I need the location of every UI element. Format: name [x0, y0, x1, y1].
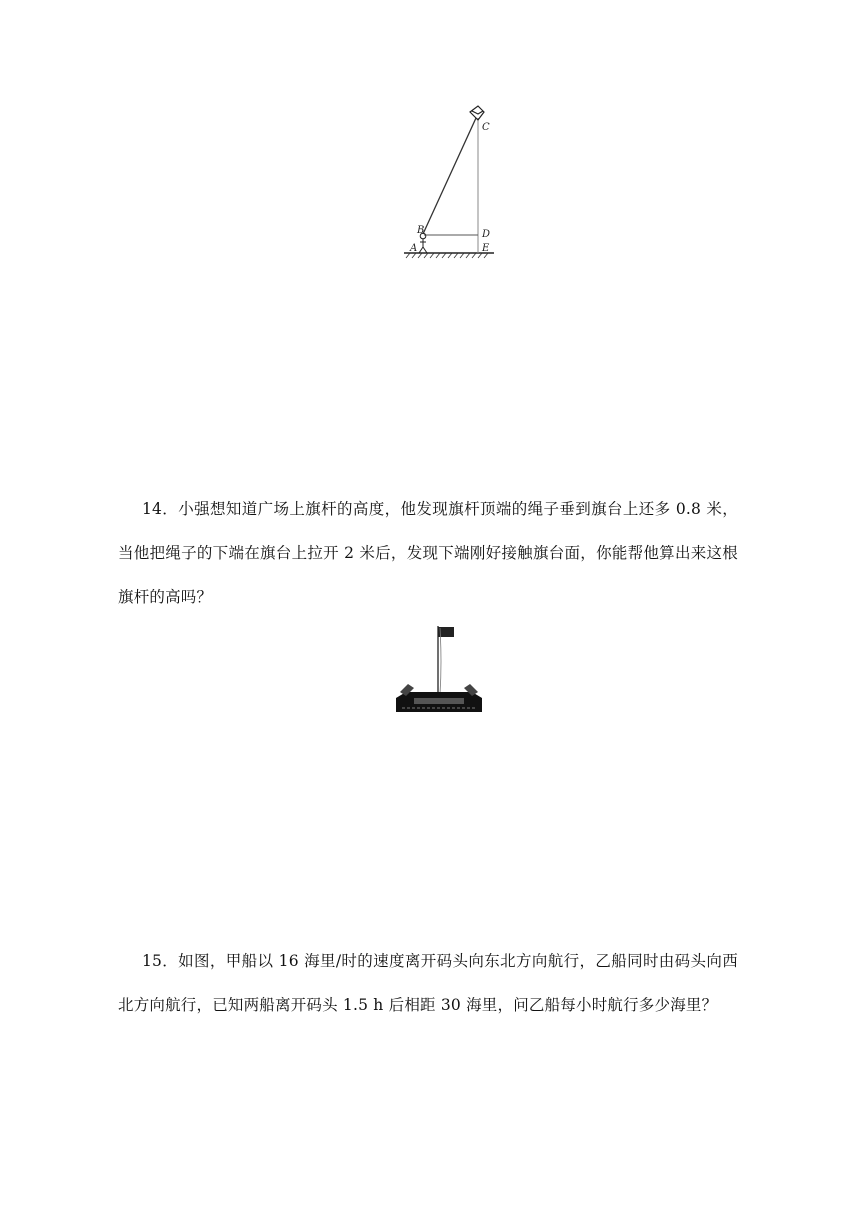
- label-e: E: [482, 243, 490, 254]
- label-c: C: [482, 122, 490, 133]
- kite-string-bc: [423, 118, 476, 234]
- problem-14: [118, 487, 738, 619]
- kite-icon: [470, 106, 484, 120]
- rope: [440, 628, 441, 694]
- platform-step: [414, 698, 464, 704]
- label-d: D: [482, 229, 491, 240]
- label-b: B: [417, 225, 425, 236]
- kite-geometry-figure: [398, 102, 508, 260]
- label-a: A: [410, 243, 418, 254]
- flagpole-figure: [394, 622, 484, 716]
- person-icon: [419, 233, 427, 253]
- ground-hatching: [406, 253, 488, 258]
- problem-15: [118, 939, 738, 1027]
- problem-14-text: 14．小强想知道广场上旗杆的高度，他发现旗杆顶端的绳子垂到旗台上还多 0.8 米，当他把绳子的下端在旗台上拉开 2 米后，发现下端刚好接触旗台面，你能帮他算出来这根旗杆的高吗？: [118, 500, 738, 606]
- problem-15-text: 15．如图，甲船以 16 海里/时的速度离开码头向东北方向航行，乙船同时由码头向西北方向航行，已知两船离开码头 1.5 h 后相距 30 海里，问乙船每小时航行多少海里？: [118, 952, 738, 1014]
